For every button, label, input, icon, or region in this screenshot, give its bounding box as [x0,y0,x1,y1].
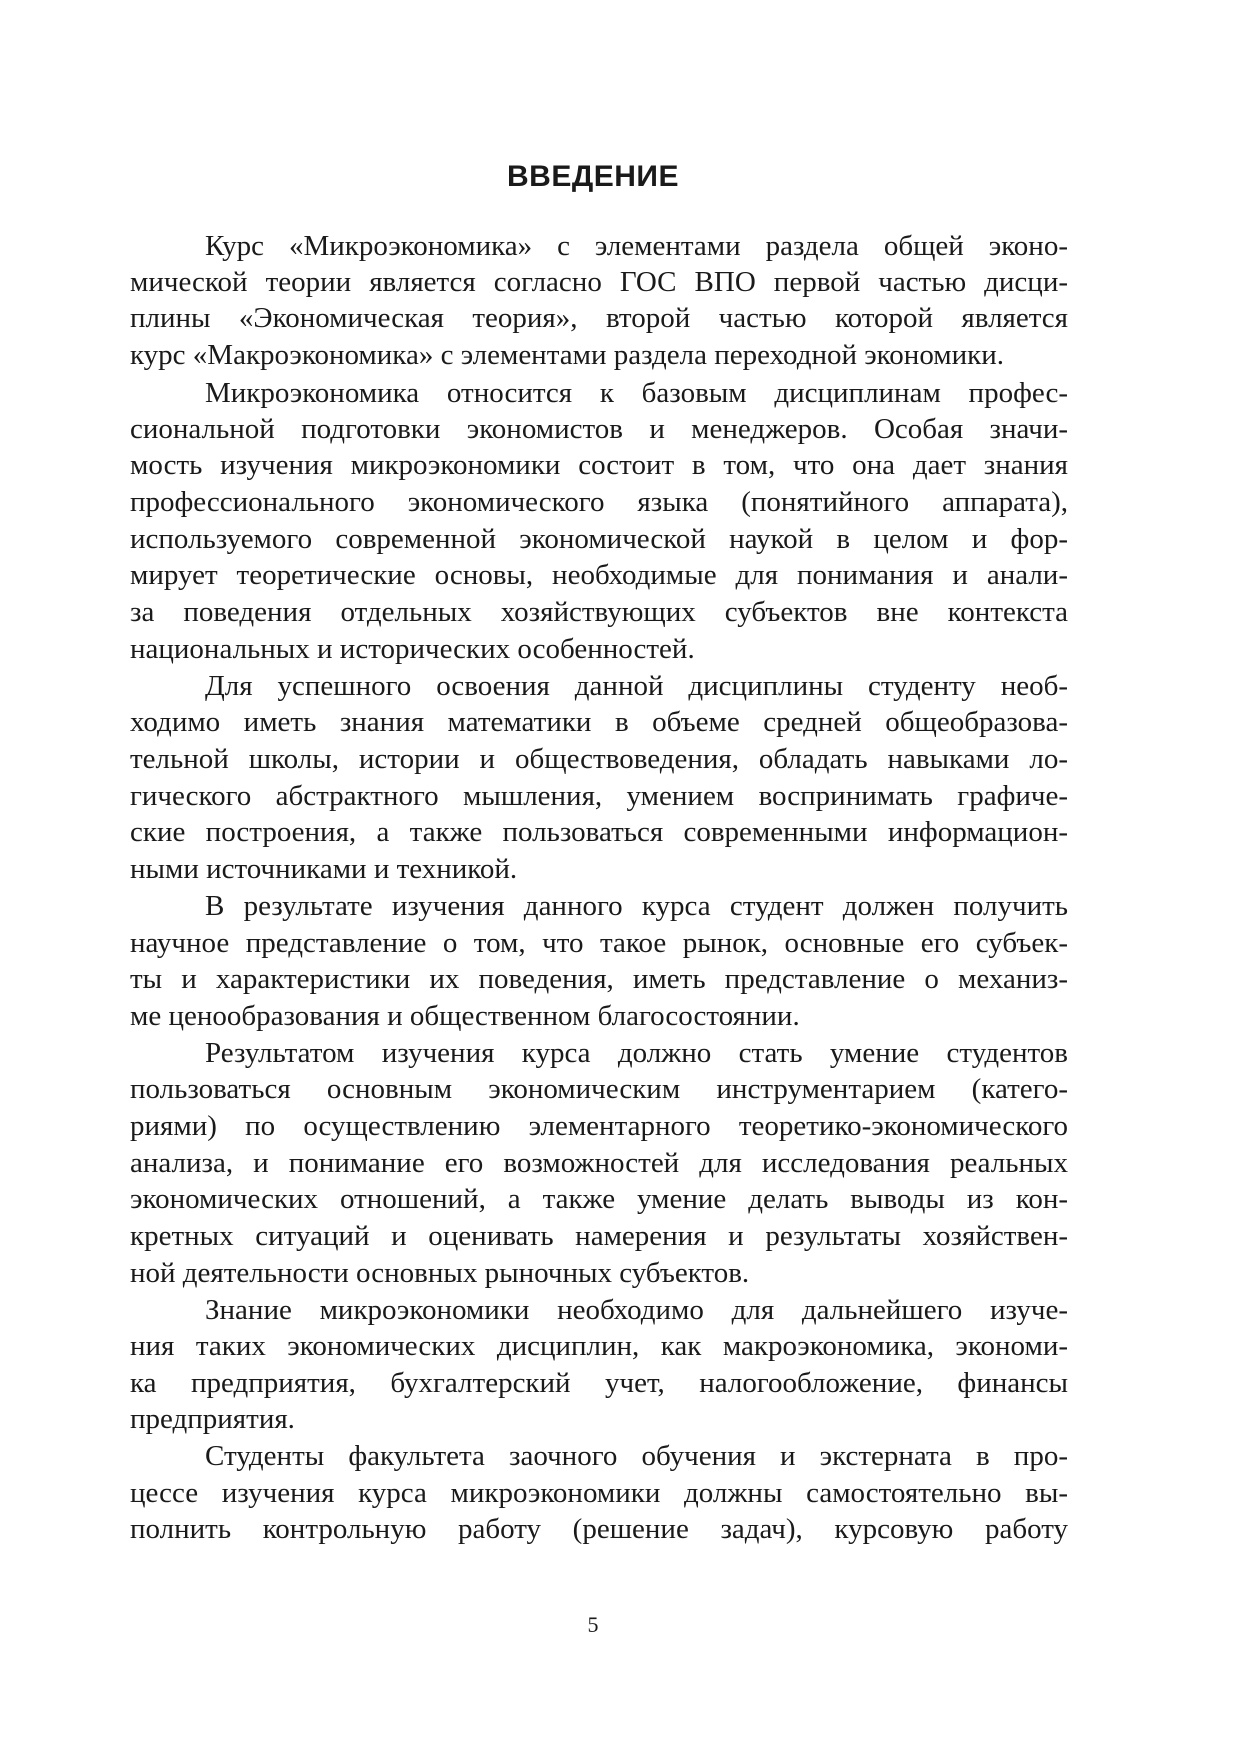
text-line: анализа, и понимание его возможностей для исследования реальных [130,1147,1068,1179]
text-line: В результате изучения данного курса студент должен получить [205,890,1068,922]
text-line: курс «Макроэкономика» с элементами раздела переходной экономики. [130,339,1004,371]
text-line: национальных и исторических особенностей. [130,633,695,665]
text-line: кретных ситуаций и оценивать намерения и результаты хозяйствен- [130,1220,1068,1252]
text-line: предприятия. [130,1403,295,1435]
text-line: научное представление о том, что такое рынок, основные его субъек- [130,927,1068,959]
text-line: плины «Экономическая теория», второй частью которой является [130,302,1068,334]
text-line: за поведения отдельных хозяйствующих субъектов вне контекста [130,596,1068,628]
text-line: ме ценообразования и общественном благосостоянии. [130,1000,800,1032]
text-line: гического абстрактного мышления, умением воспринимать графиче- [130,780,1068,812]
text-line: мической теории является согласно ГОС ВПО первой частью дисци- [130,266,1068,298]
text-line: Знание микроэкономики необходимо для дальнейшего изуче- [205,1294,1068,1326]
text-line: Результатом изучения курса должно стать умение студентов [205,1037,1068,1069]
text-line: ка предприятия, бухгалтерский учет, налогообложение, финансы [130,1367,1068,1399]
text-line: пользоваться основным экономическим инструментарием (катего- [130,1073,1068,1105]
text-line: ходимо иметь знания математики в объеме средней общеобразова- [130,706,1068,738]
text-line: ские построения, а также пользоваться современными информацион- [130,816,1068,848]
text-line: используемого современной экономической наукой в целом и фор- [130,523,1068,555]
text-line: профессионального экономического языка (понятийного аппарата), [130,486,1068,518]
text-line: риями) по осуществлению элементарного теоретико-экономического [130,1110,1068,1142]
text-line: цессе изучения курса микроэкономики должны самостоятельно вы- [130,1477,1068,1509]
text-line: Для успешного освоения данной дисциплины студенту необ- [205,670,1068,702]
text-line: Курс «Микроэкономика» с элементами раздела общей эконо- [205,230,1068,262]
page-title: ВВЕДЕНИЕ [507,160,679,193]
text-line: тельной школы, истории и обществоведения, обладать навыками ло- [130,743,1068,775]
text-line: ния таких экономических дисциплин, как макроэкономика, экономи- [130,1330,1068,1362]
text-line: Микроэкономика относится к базовым дисциплинам профес- [205,377,1068,409]
text-line: Студенты факультета заочного обучения и экстерната в про- [205,1440,1068,1472]
text-line: ными источниками и техникой. [130,853,518,885]
text-line: сиональной подготовки экономистов и менеджеров. Особая значи- [130,413,1068,445]
text-line: ной деятельности основных рыночных субъектов. [130,1257,750,1289]
text-line: экономических отношений, а также умение делать выводы из кон- [130,1183,1068,1215]
page-number: 5 [587,1612,599,1637]
text-line: мирует теоретические основы, необходимые для понимания и анали- [130,559,1068,591]
text-line: ты и характеристики их поведения, иметь представление о механиз- [130,963,1068,995]
text-line: полнить контрольную работу (решение задач), курсовую работу [130,1513,1068,1545]
text-line: мость изучения микроэкономики состоит в том, что она дает знания [130,449,1068,481]
